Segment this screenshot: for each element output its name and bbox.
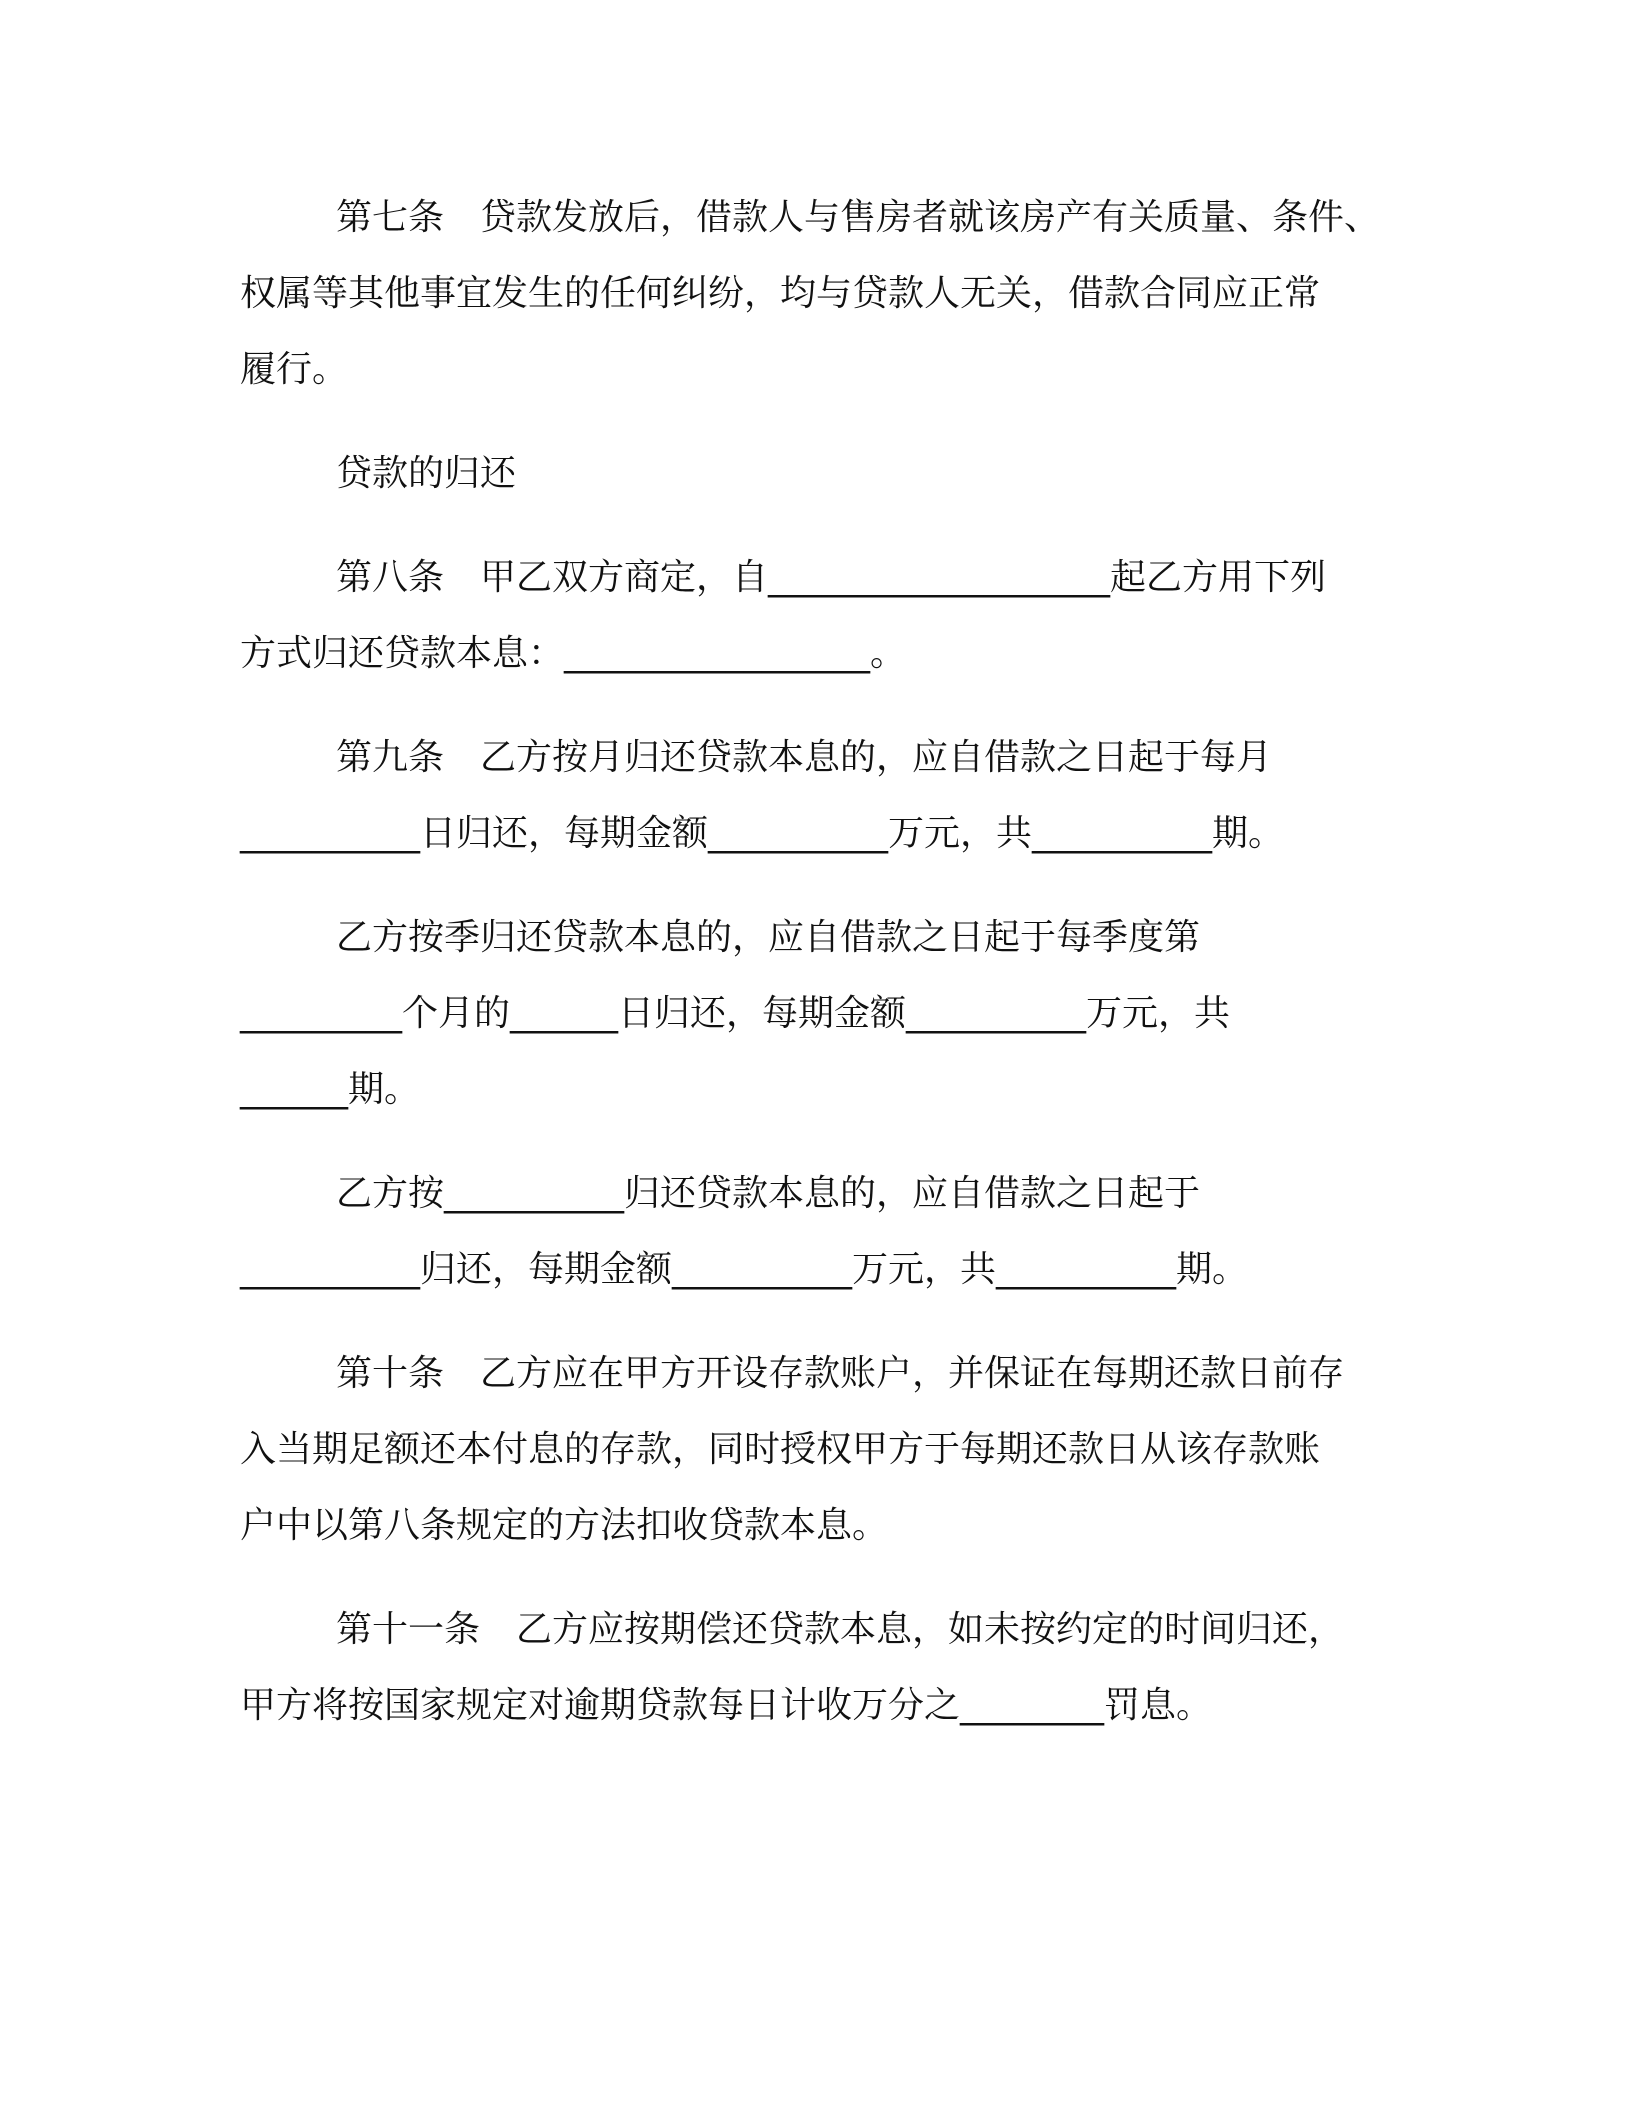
article-10-line-2: 入当期足额还本付息的存款，同时授权甲方于每期还款日从该存款账 <box>240 1429 1321 1470</box>
article-8-line-1: 第八条 甲乙双方商定，自___________________起乙方用下列 <box>336 557 1327 598</box>
other-method-line-1: 乙方按__________归还贷款本息的，应自借款之日起于 <box>336 1173 1201 1214</box>
article-7-line-2: 权属等其他事宜发生的任何纠纷，均与贷款人无关，借款合同应正常 <box>240 273 1321 314</box>
article-7-line-3: 履行。 <box>240 349 349 390</box>
quarterly-line-3: ______期。 <box>240 1069 421 1110</box>
quarterly-line-1: 乙方按季归还贷款本息的，应自借款之日起于每季度第 <box>336 917 1201 958</box>
article-8-line-2: 方式归还贷款本息：_________________。 <box>240 633 907 674</box>
article-9-line-1: 第九条 乙方按月归还贷款本息的，应自借款之日起于每月 <box>336 737 1273 778</box>
quarterly-line-2: _________个月的______日归还，每期金额__________万元，共 <box>240 993 1231 1034</box>
section-heading-repayment: 贷款的归还 <box>336 453 517 494</box>
article-10-line-3: 户中以第八条规定的方法扣收贷款本息。 <box>240 1505 889 1546</box>
article-7-line-1: 第七条 贷款发放后，借款人与售房者就该房产有关质量、条件、 <box>336 197 1381 238</box>
other-method-line-2: __________归还，每期金额__________万元，共__________期。 <box>240 1249 1249 1290</box>
article-11-line-2: 甲方将按国家规定对逾期贷款每日计收万分之________罚息。 <box>240 1685 1213 1726</box>
article-9-line-2: __________日归还，每期金额__________万元，共__________期。 <box>240 813 1285 854</box>
article-10-line-1: 第十条 乙方应在甲方开设存款账户，并保证在每期还款日前存 <box>336 1353 1345 1394</box>
article-11-line-1: 第十一条 乙方应按期偿还贷款本息，如未按约定的时间归还， <box>336 1609 1345 1650</box>
